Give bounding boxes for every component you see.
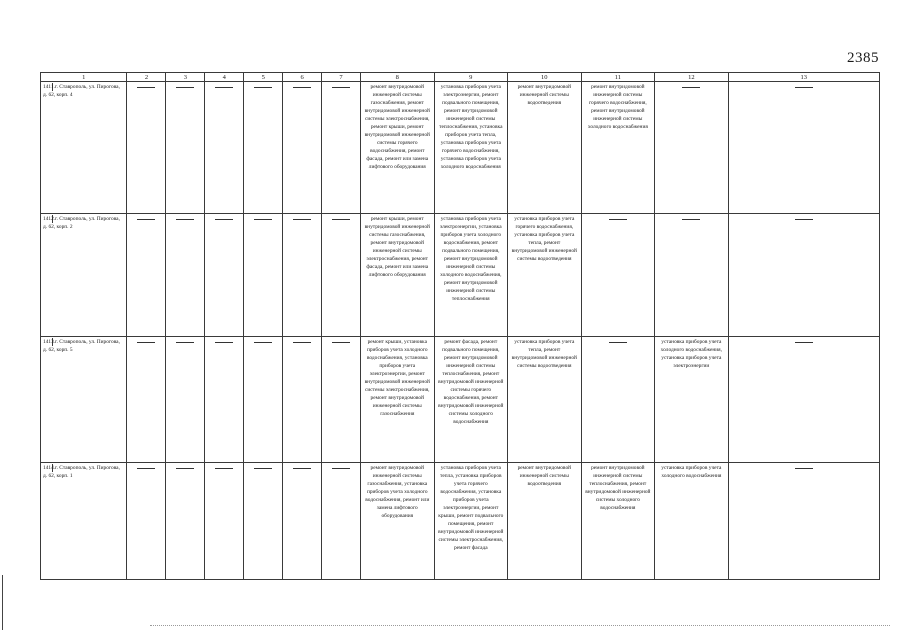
dash-mark [293,219,311,220]
column-number-9: 9 [434,73,508,82]
work-cell-c10: ремонт внутридомовой инженерной системы водоотведения [508,82,582,214]
dash-mark [254,342,272,343]
work-cell-c9: ремонт фасада, ремонт подвального помещения, ремонт внутридомовой инженерной системы теплоснабжения, ремонт внутридомовой инженерной системы горячего водоснабжения, ремонт внутридомовой инженерной системы холодного водоснабжения [434,337,508,462]
table-body [41,73,880,580]
address-text: г. Ставрополь, ул. Пирогова, д. 62, корп. 5 [43,339,120,354]
work-cell-c11: ремонт внутридомовой инженерной системы теплоснабжения, ремонт внутридомовой инженерной системы холодного водоснабжения [581,462,655,579]
address-text: г. Ставрополь, ул. Пирогова, д. 62, корп. 1 [43,464,120,479]
work-cell-c8: ремонт внутридомовой инженерной системы газоснабжения, ремонт внутридомовой инженерной системы электроснабжения, ремонт крыши, ремонт внутридомовой инженерной системы горячего водоснабжения, ремонт фасада, ремонт или замена лифтового оборудования [361,82,435,214]
work-cell-c10: установка приборов учета тепла, ремонт внутридомовой инженерной системы водоотведения [508,337,582,462]
dash-mark [176,87,194,88]
dash-mark [254,87,272,88]
dash-mark [332,342,350,343]
address-cell [41,213,127,336]
dash-mark [332,219,350,220]
address-cell [41,82,127,214]
dash-mark [254,468,272,469]
dash-mark [293,468,311,469]
column-number-11: 11 [581,73,655,82]
empty-dash-cell [581,337,655,462]
column-number-7: 7 [322,73,361,82]
empty-dash-cell [655,213,729,336]
table-row [41,337,880,462]
empty-dash-cell [244,337,283,462]
address-text: г. Ставрополь, ул. Пирогова, д. 62, корп. 2 [43,215,120,230]
dash-mark [215,219,233,220]
empty-dash-cell [166,82,205,214]
dash-mark [176,342,194,343]
dash-mark [176,219,194,220]
dash-mark [215,468,233,469]
address-text: г. Ставрополь, ул. Пирогова, д. 62, корп. 4 [43,84,120,99]
column-number-2: 2 [127,73,166,82]
empty-dash-cell [322,462,361,579]
work-cell-c10: установка приборов учета горячего водоснабжения, установка приборов учета тепла, ремонт внутридомовой инженерной системы водоотведения [508,213,582,336]
dash-mark [332,468,350,469]
empty-dash-cell [283,213,322,336]
table-row [41,82,880,214]
dash-mark [137,342,155,343]
empty-dash-cell [322,82,361,214]
empty-dash-cell [244,213,283,336]
empty-dash-cell [283,337,322,462]
column-number-8: 8 [361,73,435,82]
row-number: 1413. [43,339,56,346]
empty-dash-cell [728,462,879,579]
empty-dash-cell [205,82,244,214]
empty-dash-cell [283,82,322,214]
dash-mark [293,87,311,88]
column-number-1: 1 [41,73,127,82]
table-row [41,462,880,579]
dash-mark [682,87,700,88]
scan-edge-mark [2,575,3,630]
dash-mark [215,87,233,88]
empty-dash-cell [166,213,205,336]
empty-dash-cell [322,213,361,336]
work-cell-c11: ремонт внутридомовой инженерной системы горячего водоснабжения, ремонт внутридомовой инженерной системы холодного водоснабжения [581,82,655,214]
empty-dash-cell [728,337,879,462]
column-number-12: 12 [655,73,729,82]
dash-mark [795,87,813,88]
dash-mark [795,219,813,220]
dash-mark [215,342,233,343]
scan-noise-line [150,625,890,627]
dash-mark [795,468,813,469]
work-cell-c10: ремонт внутридомовой инженерной системы водоотведения [508,462,582,579]
page-number: 2385 [847,50,879,66]
empty-dash-cell [205,337,244,462]
empty-dash-cell [655,82,729,214]
row-number: 1411. [43,84,55,91]
work-cell-c8: ремонт внутридомовой инженерной системы газоснабжения, установка приборов учета холодного водоснабжения, ремонт или замена лифтового оборудования [361,462,435,579]
empty-dash-cell [581,213,655,336]
empty-dash-cell [205,462,244,579]
work-cell-c9: установка приборов учета электроэнергии, установка приборов учета холодного водоснабжения, ремонт подвального помещения, ремонт внутридомовой инженерной системы холодного водоснабжения, ремонт внутридомовой инженерной системы теплоснабжения [434,213,508,336]
row-number: 1414. [43,464,56,471]
dash-mark [137,468,155,469]
table-row [41,213,880,336]
empty-dash-cell [127,213,166,336]
column-number-13: 13 [728,73,879,82]
dash-mark [137,87,155,88]
work-cell-c8: ремонт крыши, установка приборов учета холодного водоснабжения, установка приборов учета электроэнергии, ремонт внутридомовой инженерной системы электроснабжения, ремонт внутридомовой инженерной системы газоснабжения [361,337,435,462]
dash-mark [293,342,311,343]
work-cell-c9: установка приборов учета тепла, установка приборов учета горячего водоснабжения, установка приборов учета электроэнергии, ремонт крыши, ремонт подвального помещения, ремонт внутридомовой инженерной системы электроснабжения, ремонт фасада [434,462,508,579]
work-cell-c12: установка приборов учета холодного водоснабжения [655,462,729,579]
address-cell [41,337,127,462]
empty-dash-cell [127,337,166,462]
dash-mark [609,219,627,220]
dash-mark [682,219,700,220]
dash-mark [795,342,813,343]
work-cell-c9: установка приборов учета электроэнергии, ремонт подвального помещения, ремонт внутридомовой инженерной системы теплоснабжения, установка приборов учета тепла, установка приборов учета горячего водоснабжения, установка приборов учета холодного водоснабжения [434,82,508,214]
empty-dash-cell [166,462,205,579]
empty-dash-cell [166,337,205,462]
empty-dash-cell [244,82,283,214]
dash-mark [176,468,194,469]
column-number-10: 10 [508,73,582,82]
empty-dash-cell [127,82,166,214]
dash-mark [609,342,627,343]
dash-mark [254,219,272,220]
dash-mark [332,87,350,88]
dash-mark [137,219,155,220]
empty-dash-cell [205,213,244,336]
column-number-row [41,73,880,82]
empty-dash-cell [127,462,166,579]
address-cell [41,462,127,579]
work-cell-c12: установка приборов учета холодного водоснабжения, установка приборов учета электроэнергии [655,337,729,462]
empty-dash-cell [283,462,322,579]
column-number-5: 5 [244,73,283,82]
row-number: 1412. [43,215,56,222]
column-number-6: 6 [283,73,322,82]
empty-dash-cell [244,462,283,579]
empty-dash-cell [728,82,879,214]
work-cell-c8: ремонт крыши, ремонт внутридомовой инженерной системы газоснабжения, ремонт внутридомовой инженерной системы электроснабжения, ремонт фасада, ремонт или замена лифтового оборудования [361,213,435,336]
column-number-4: 4 [205,73,244,82]
empty-dash-cell [728,213,879,336]
empty-dash-cell [322,337,361,462]
repair-schedule-table [40,72,880,580]
column-number-3: 3 [166,73,205,82]
